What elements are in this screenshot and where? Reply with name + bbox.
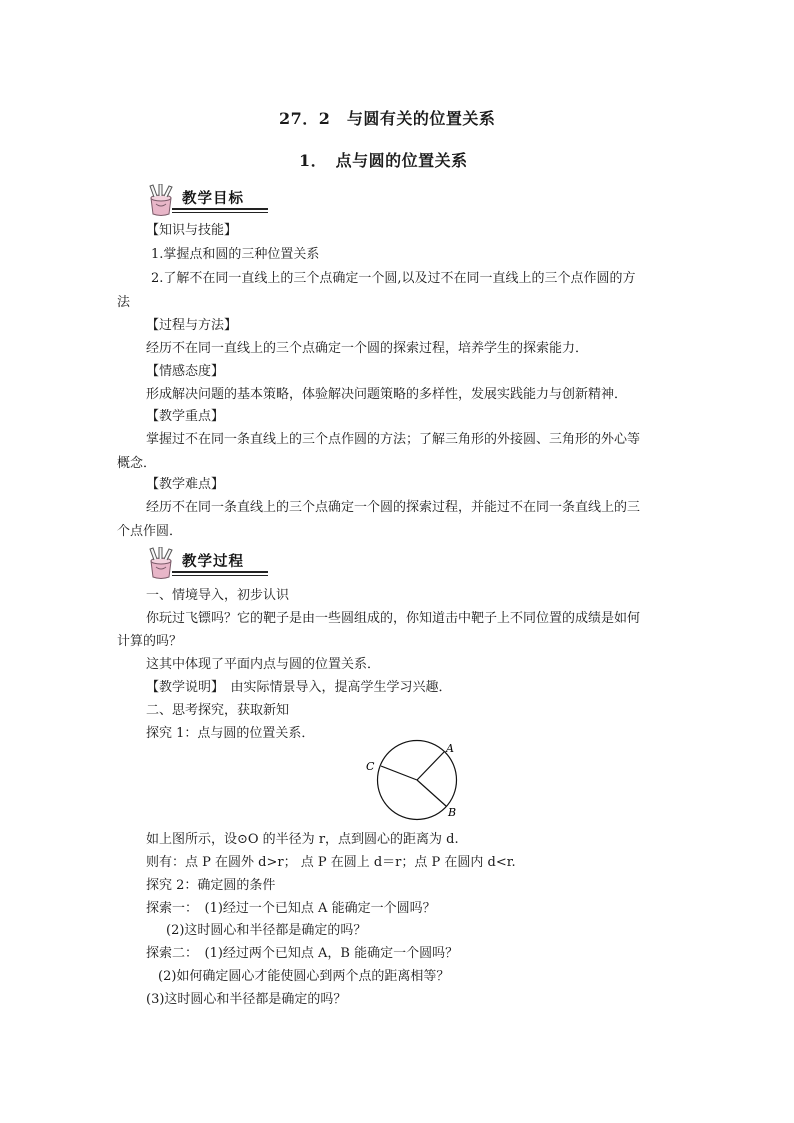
explore-2-heading: 探究 2：确定圆的条件 [146, 878, 276, 893]
point-label-c: C [366, 760, 375, 773]
process-text: 经历不在同一直线上的三个点确定一个圆的探索过程，培养学生的探索能力． [146, 341, 589, 356]
section-2-heading: 二、思考探究，获取新知 [146, 703, 290, 718]
knowledge-heading: 【知识与技能】 [146, 223, 238, 238]
attitude-text: 形成解决问题的基本策略，体验解决问题策略的多样性，发展实践能力与创新精神． [146, 387, 628, 402]
difficulty-text-cont: 个点作圆． [117, 524, 183, 539]
radius-to-c [381, 766, 417, 780]
point-label-b: B [448, 806, 457, 819]
banner-label: 教学过程 [182, 554, 244, 570]
section-1-heading: 一、情境导入，初步认识 [146, 588, 290, 603]
position-relation: 则有：点 P 在圆外 d>r； 点 P 在圆上 d＝r；点 P 在圆内 d<r. [146, 855, 516, 870]
figure-description: 如上图所示，设⊙O 的半径为 r，点到圆心的距离为 d. [146, 832, 459, 847]
section-1-text-2: 这其中体现了平面内点与圆的位置关系． [146, 657, 381, 672]
explore-two-q3: (3)这时圆心和半径都是确定的吗？ [146, 992, 347, 1007]
teaching-note: 【教学说明】 由实际情景导入，提高学生学习兴趣． [146, 680, 452, 695]
radius-to-a [417, 752, 444, 780]
explore-one-q2: (2)这时圆心和半径都是确定的吗？ [166, 923, 367, 938]
section-1-text-cont: 计算的吗？ [117, 634, 183, 649]
attitude-heading: 【情感态度】 [146, 364, 225, 379]
knowledge-item-1: 1.掌握点和圆的三种位置关系 [151, 247, 320, 262]
difficulty-text: 经历不在同一条直线上的三个点确定一个圆的探索过程，并能过不在同一条直线上的三 [146, 500, 641, 515]
section-1-text: 你玩过飞镖吗？它的靶子是由一些圆组成的，你知道击中靶子上不同位置的成绩是如何 [146, 611, 641, 626]
key-point-text-cont: 概念． [117, 456, 157, 471]
key-point-text: 掌握过不在同一条直线上的三个点作圆的方法；了解三角形的外接圆、三角形的外心等 [146, 432, 641, 447]
knowledge-item-2: 2.了解不在同一直线上的三个点确定一个圆,以及过不在同一直线上的三个点作圆的方 [151, 271, 636, 286]
banner-label: 教学目标 [182, 191, 244, 207]
page-subtitle: 1． 点与圆的位置关系 [299, 151, 468, 170]
section-banner-goals [146, 184, 270, 214]
knowledge-item-2-cont: 法 [117, 295, 131, 310]
radius-to-b [417, 780, 446, 806]
point-label-a: A [446, 742, 454, 755]
explore-1-heading: 探究 1：点与圆的位置关系． [146, 726, 315, 741]
difficulty-heading: 【教学难点】 [146, 477, 225, 492]
key-point-heading: 【教学重点】 [146, 409, 225, 424]
section-banner-process [146, 547, 270, 577]
point-circle-diagram [362, 738, 472, 822]
process-heading: 【过程与方法】 [146, 318, 238, 333]
page-title: 27．2 与圆有关的位置关系 [279, 109, 496, 128]
explore-one-q1: 探索一： (1)经过一个已知点 A 能确定一个圆吗？ [146, 901, 436, 916]
explore-two-q1: 探索二： (1)经过两个已知点 A，B 能确定一个圆吗？ [146, 946, 459, 961]
explore-two-q2: (2)如何确定圆心才能使圆心到两个点的距离相等？ [158, 969, 450, 984]
